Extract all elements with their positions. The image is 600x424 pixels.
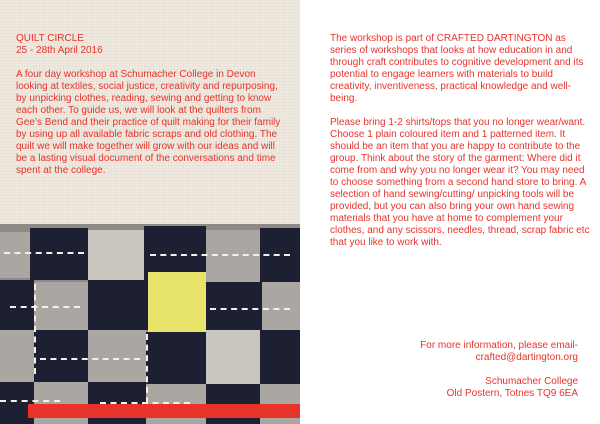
quilt-patch xyxy=(262,282,300,330)
red-binding-strip xyxy=(28,404,300,418)
quilt-patch xyxy=(148,272,206,332)
stitch-line xyxy=(10,306,80,308)
quilt-patch xyxy=(0,280,34,330)
quilt-patch xyxy=(0,232,30,278)
email-link[interactable]: crafted@dartington.org xyxy=(475,352,578,363)
quilt-patch xyxy=(30,228,88,280)
stitch-line xyxy=(146,334,148,414)
stitch-line xyxy=(34,284,36,374)
quilt-patch xyxy=(206,282,262,330)
quilt-patch xyxy=(88,330,146,382)
venue-name: Schumacher College xyxy=(485,376,578,387)
workshop-description: A four day workshop at Schumacher College in Devon looking at textiles, social justice, creativity and repurposing, by unpicking clothes, reading, sewing and getting to know each other. To guide us, we will look at the quilters from Gee’s Bend and their practice of quilt making for their family by using up all available fabric scraps and old clothing. The quilt we will make together will grow with our ideas and will be a lasting visual document of the conversations and time spent at the college. xyxy=(16,69,281,176)
quilt-patch xyxy=(206,230,260,282)
quilt-patchwork xyxy=(0,224,300,424)
quilt-patch xyxy=(260,330,300,384)
workshop-details xyxy=(330,33,592,249)
quilt-patch xyxy=(0,330,34,382)
stitch-line xyxy=(210,308,290,310)
stitch-line xyxy=(0,400,60,402)
stitch-line xyxy=(40,358,140,360)
quilt-patch xyxy=(206,330,260,384)
stitch-line xyxy=(150,254,290,256)
contact-info xyxy=(338,340,578,400)
stitch-line xyxy=(4,252,84,254)
workshop-intro xyxy=(16,33,288,177)
quilt-patch xyxy=(88,230,144,280)
quilt-patch xyxy=(88,280,148,330)
workshop-dates: 25 - 28th April 2016 xyxy=(16,45,103,56)
crafted-dartington-paragraph: The workshop is part of CRAFTED DARTINGTON as series of workshops that looks at how education in and through craft contributes to cognitive development and its potential to engage learners with materials to build creativity, inventiveness, practical knowledge and well-being. xyxy=(330,33,584,104)
quilt-patch xyxy=(34,330,88,382)
venue-address: Old Postern, Totnes TQ9 6EA xyxy=(446,388,578,399)
quilt-patch xyxy=(146,332,206,384)
workshop-title: QUILT CIRCLE xyxy=(16,33,84,44)
info-line: For more information, please email- xyxy=(420,340,578,351)
what-to-bring-paragraph: Please bring 1-2 shirts/tops that you no longer wear/want. Choose 1 plain coloured item and 1 patterned item. It should be an item that you are happy to contribute to the group. Think about the story of the garment: Where did it come from and why you no longer wear it? You may need to choose something from a second hand store to bring. A selection of hand sewing/cutting/ unpicking tools will be provided, but you can also bring your own hand sewing materials that you have at home to complement your clothes, and any scissors, needles, thread, scrap fabric etc that you like to work with. xyxy=(330,117,590,248)
